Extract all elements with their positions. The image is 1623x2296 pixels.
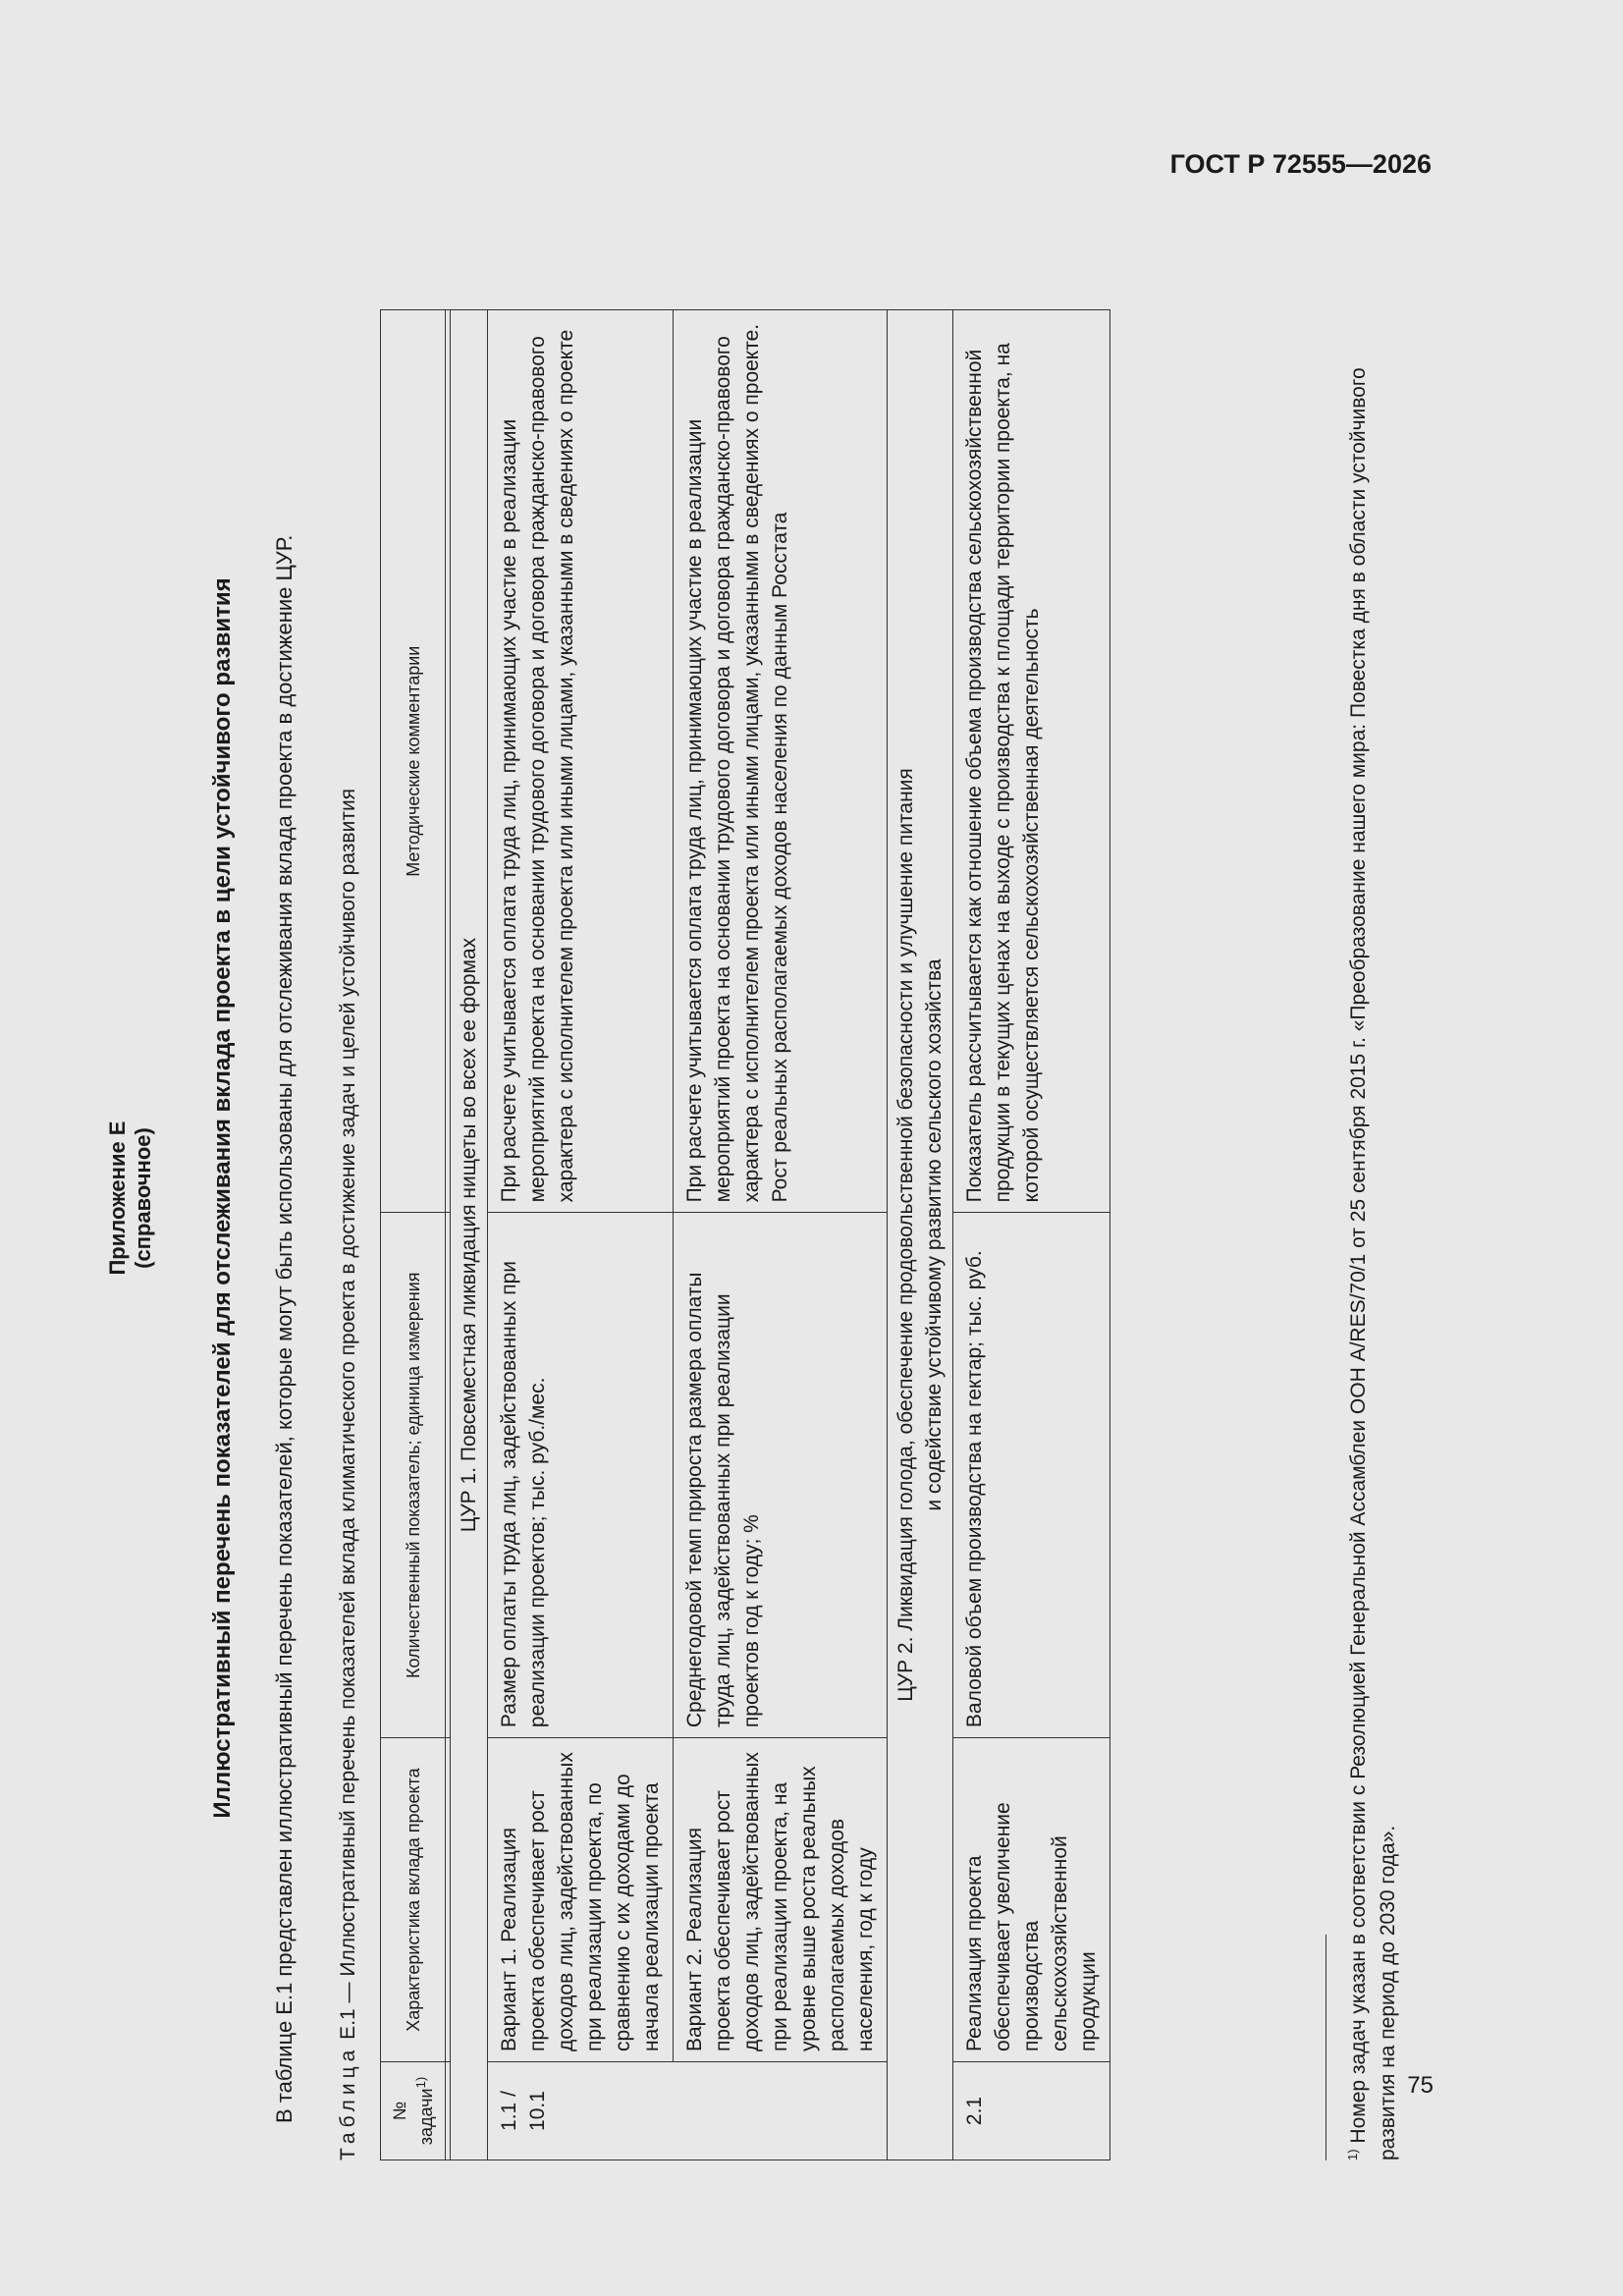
indicator-cell: Среднегодовой темп прироста размера оплаты труда лиц, задействованных при реализации проектов год к году; %: [674, 1213, 888, 1738]
goal-row: [451, 310, 488, 2160]
comment-cell: При расчете учитывается оплата труда лиц, принимающих участие в реализации мероприятий проекта на основании трудового договора и договора гражданско-правового характера с исполнителем проекта или иными лицами, указанными в сведениях о проекте: [488, 310, 674, 1213]
rotated-content: [93, 236, 1468, 2160]
goal-1-label: ЦУР 1. Повсеместная ликвидация нищеты во всех ее формах: [451, 310, 488, 2160]
page-number: 75: [1407, 2072, 1434, 2099]
main-title: Иллюстративный перечень показателей для отслеживания вклада проекта в цели устойчивого развития: [209, 577, 236, 1819]
characteristic-cell: Вариант 1. Реализация проекта обеспечивает рост доходов лиц, задействованных при реализации проекта, по сравнению с их доходами до начала реализации проекта: [488, 1738, 674, 2062]
table-caption-text: Е.1 — Иллюстративный перечень показателей вклада климатического проекта в достижение задач и целей устойчивого развития: [337, 788, 359, 2040]
appendix-heading: [105, 236, 156, 2160]
intro-paragraph: В таблице Е.1 представлен иллюстративный перечень показателей, которые могут быть использованы для отслеживания вклада проекта в достижение ЦУР.: [272, 534, 297, 2123]
appendix-title: Приложение Е: [105, 1121, 130, 1276]
comment-cell: При расчете учитывается оплата труда лиц, принимающих участие в реализации мероприятий проекта на основании трудового договора и договора гражданско-правового характера с исполнителем проекта или иными лицами, указанными в сведениях о проекте. Рост реальных располагаемых доходов населения по данным Росстата: [674, 310, 888, 1213]
table-row: [674, 310, 888, 2160]
goal-2-line-1: ЦУР 2. Ликвидация голода, обеспечение продовольственной безопасности и улучшение питания: [894, 768, 917, 1702]
goal-2-line-2: и содействие устойчивому развитию сельского хозяйства: [923, 958, 946, 1511]
table-header-row: [381, 310, 446, 2160]
header-indicator: Количественный показатель; единица измерения: [381, 1213, 446, 1738]
comment-cell: Показатель рассчитывается как отношение объема производства сельскохозяйственной продукции в текущих ценах на выходе с производства к площади территории проекта, на которой осуществляется сельскохозяйственная деятельность: [953, 310, 1110, 1213]
characteristic-cell: Вариант 2. Реализация проекта обеспечивает рост доходов лиц, задействованных при реализации проекта, на уровне выше роста реальных располагаемых доходов населения, год к году: [674, 1738, 888, 2062]
header-comments: Методические комментарии: [381, 310, 446, 1213]
table-caption-prefix: Таблица: [337, 2045, 359, 2160]
goal-2-label: [888, 310, 953, 2160]
indicator-cell: Валовой объем производства на гектар; тыс. руб.: [953, 1213, 1110, 1738]
indicators-table: [380, 309, 1110, 2160]
footnote-marker: 1): [1345, 2149, 1360, 2160]
footnote-separator: [1325, 1935, 1326, 2160]
footnote: [1338, 285, 1403, 2160]
goal-row: [888, 310, 953, 2160]
appendix-note: (справочное): [131, 1127, 155, 1269]
table-row: [953, 310, 1110, 2160]
task-number: 1.1 / 10.1: [488, 2062, 888, 2160]
standard-designation: ГОСТ Р 72555—2026: [1169, 149, 1432, 179]
footnote-text: Номер задач указан в соответствии с Резолюцией Генеральной Ассамблеи ООН A/RES/70/1 от 25 сентября 2015 г. «Преобразование нашего мира: Повестка дня в области устойчивого развития на период до 2030 года».: [1347, 367, 1399, 2160]
table-row: [488, 310, 674, 2160]
header-characteristic: Характеристика вклада проекта: [381, 1738, 446, 2062]
header-task-no: № задачи$^{1)}$: [381, 2062, 446, 2160]
table-caption: [337, 789, 360, 2160]
task-number: 2.1: [953, 2062, 1110, 2160]
indicator-cell: Размер оплаты труда лиц, задействованных при реализации проектов; тыс. руб./мес.: [488, 1213, 674, 1738]
characteristic-cell: Реализация проекта обеспечивает увеличение производства сельскохозяйственной продукции: [953, 1738, 1110, 2062]
